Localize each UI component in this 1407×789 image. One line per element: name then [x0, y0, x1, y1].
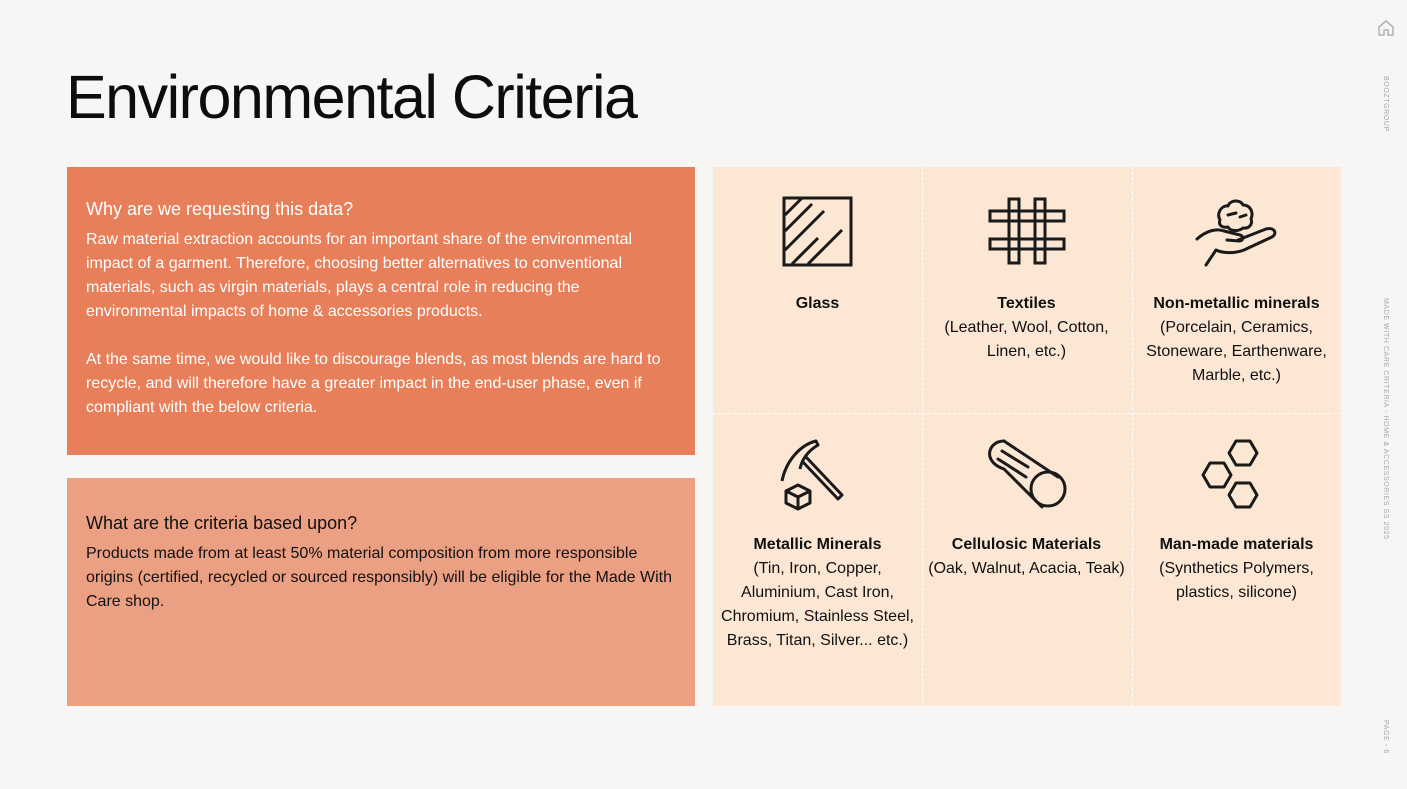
why-request-box — [67, 167, 695, 455]
material-detail: (Synthetics Polymers, plastics, silicone) — [1159, 560, 1314, 601]
material-detail: (Leather, Wool, Cotton, Linen, etc.) — [944, 319, 1109, 360]
criteria-paragraph: Products made from at least 50% material composition from more responsible origins (certified, recycled or sourced responsibly) will be eligible for the Made With Care shop. — [86, 545, 673, 610]
material-man-made — [1132, 437, 1341, 605]
why-paragraph-2: At the same time, we would like to discourage blends, as most blends are hard to recycle, and will therefore have a greater impact in the end-user phase, even if compliant with the below criteria. — [86, 351, 661, 416]
textiles-icon — [987, 195, 1067, 269]
material-name: Metallic Minerals — [753, 536, 882, 553]
pickaxe-icon — [778, 437, 858, 511]
material-name: Man-made materials — [1159, 536, 1314, 553]
log-icon — [984, 437, 1070, 511]
page-title: Environmental Criteria — [66, 63, 637, 131]
material-non-metallic-minerals — [1132, 195, 1341, 388]
criteria-heading: What are the criteria based upon? — [86, 513, 358, 533]
material-detail: (Tin, Iron, Copper, Aluminium, Cast Iron, Chromium, Stainless Steel, Brass, Titan, Silver... etc.) — [721, 560, 914, 649]
document-title: MADE WITH CARE CRITERIA - HOME & ACCESSORIES SS 2025 — [1382, 298, 1389, 540]
criteria-basis-box — [67, 478, 695, 706]
materials-grid — [713, 167, 1341, 706]
material-name: Non-metallic minerals — [1153, 295, 1320, 312]
material-cellulosic — [922, 437, 1131, 581]
material-name: Textiles — [997, 295, 1056, 312]
material-detail: (Oak, Walnut, Acacia, Teak) — [928, 560, 1125, 577]
material-glass — [713, 195, 922, 316]
why-paragraph-1: Raw material extraction accounts for an important share of the environmental impact of a garment. Therefore, choosing better alternatives to conventional materials, such as virgin materials, plays a central role in reducing the environmental impacts of home & accessories products. — [86, 231, 633, 320]
hexagons-icon — [1201, 437, 1273, 511]
material-textiles — [922, 195, 1131, 364]
hand-stone-icon — [1194, 195, 1280, 269]
why-heading: Why are we requesting this data? — [86, 199, 354, 219]
material-detail: (Porcelain, Ceramics, Stoneware, Earthenware, Marble, etc.) — [1146, 319, 1327, 384]
page-number: PAGE - 6 — [1382, 720, 1389, 754]
glass-icon — [782, 195, 854, 269]
material-name: Glass — [795, 295, 840, 312]
material-name: Cellulosic Materials — [951, 536, 1102, 553]
material-metallic-minerals — [713, 437, 922, 653]
grid-divider — [713, 413, 1341, 414]
home-icon[interactable] — [1376, 18, 1396, 38]
brand-label: BOOZTGROUP — [1382, 76, 1389, 132]
